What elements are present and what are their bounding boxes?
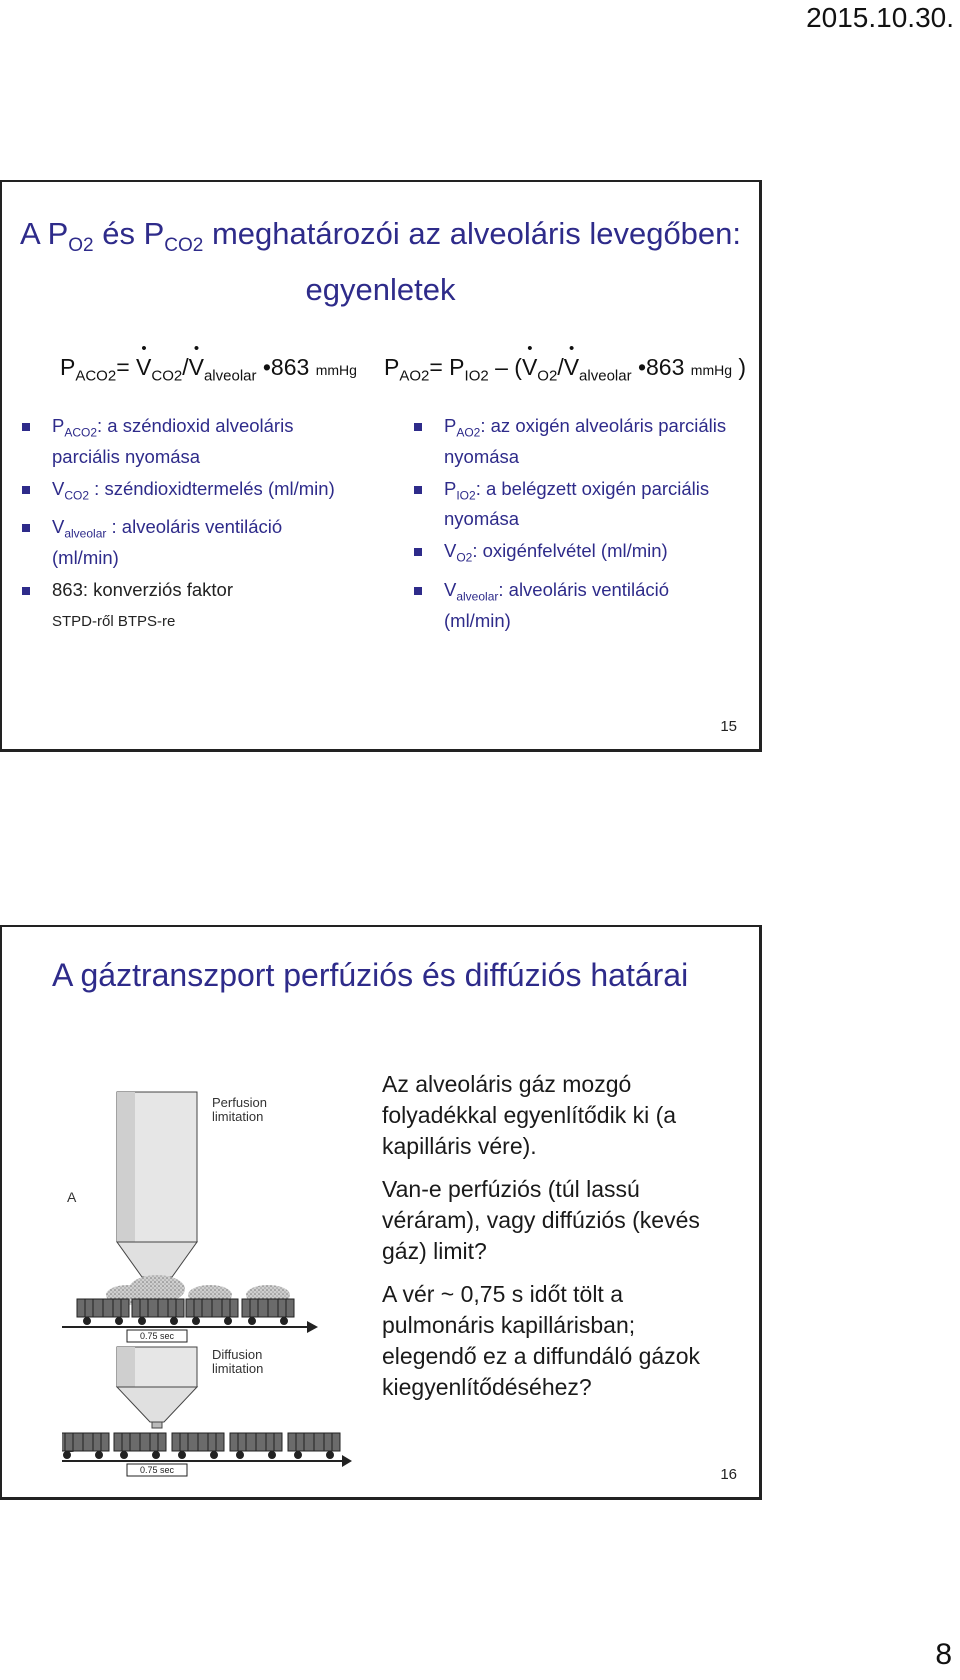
list-item: 863: konverziós faktor — [22, 578, 342, 602]
diffusion-label-1: Diffusion — [212, 1347, 263, 1362]
list-item: $P_{AO2}$: az oxigén alveoláris parciális nyomása — [414, 414, 734, 469]
train-b — [62, 1433, 352, 1476]
diffusion-label-2: limitation — [212, 1361, 264, 1376]
print-date: 2015.10.30. — [806, 2, 954, 33]
list-item: $P_{ACO2}$: a széndioxid alveoláris parciális nyomása — [22, 414, 342, 469]
paragraph: A vér ~ 0,75 s időt tölt a pulmonáris kapillárisban; elegendő ez a diffundáló gázok kiegyenlítődéséhez? — [382, 1281, 701, 1400]
list-item: $V_{alveolar}$ : alveoláris ventiláció (ml/min) — [22, 515, 342, 570]
slide-text — [382, 1069, 712, 1415]
page-number: 8 — [935, 1638, 952, 1671]
slide-number: 16 — [720, 1466, 737, 1483]
hopper-a — [117, 1092, 197, 1287]
co2-definitions-list — [22, 414, 342, 642]
perfusion-label-2: limitation — [212, 1109, 264, 1124]
list-item: $P_{IO2}$: a belégzett oxigén parciális nyomása — [414, 477, 734, 532]
list-item: $V_{alveolar}$: alveoláris ventiláció (ml/min) — [414, 578, 734, 633]
perfusion-diffusion-illustration — [62, 1077, 352, 1477]
train-a — [62, 1275, 318, 1342]
slide-title: A $P_{O2}$ és $P_{CO2}$ meghatározói az alveoláris levegőben: egyenletek — [20, 216, 742, 308]
o2-definitions-list — [414, 414, 734, 641]
slide-number: 15 — [720, 718, 737, 735]
hopper-b — [117, 1347, 197, 1428]
slide-16 — [0, 925, 762, 1500]
equation-o2: $P_{AO2}= P_{IO2}$ – (• $V_{O2}/•$ $V_{alveolar}$ •863 mmHg ) — [384, 354, 746, 385]
slide-15 — [0, 180, 762, 752]
paragraph: Van-e perfúziós (túl lassú véráram), vagy diffúziós (kevés gáz) limit? — [382, 1176, 700, 1264]
list-item: $V_{CO2}$ : széndioxidtermelés (ml/min) — [22, 477, 342, 508]
paragraph: Az alveoláris gáz mozgó folyadékkal egyenlítődik ki (a kapilláris vére). — [382, 1071, 677, 1159]
conversion-note: STPD-ről BTPS-re — [52, 613, 176, 631]
time-label-a: 0.75 sec — [139, 1331, 175, 1341]
equation-co2: $P_{ACO2}=$ • $V_{CO2}/•$ $V_{alveolar}$ •863 mmHg — [60, 354, 357, 385]
slide-title: A gáztranszport perfúziós és diffúziós határai — [52, 957, 689, 993]
time-label-b: 0.75 sec — [139, 1465, 175, 1475]
perfusion-label-1: Perfusion — [212, 1095, 267, 1110]
panel-a-label: A — [67, 1189, 77, 1205]
list-item: $V_{O2}$: oxigénfelvétel (ml/min) — [414, 539, 734, 570]
